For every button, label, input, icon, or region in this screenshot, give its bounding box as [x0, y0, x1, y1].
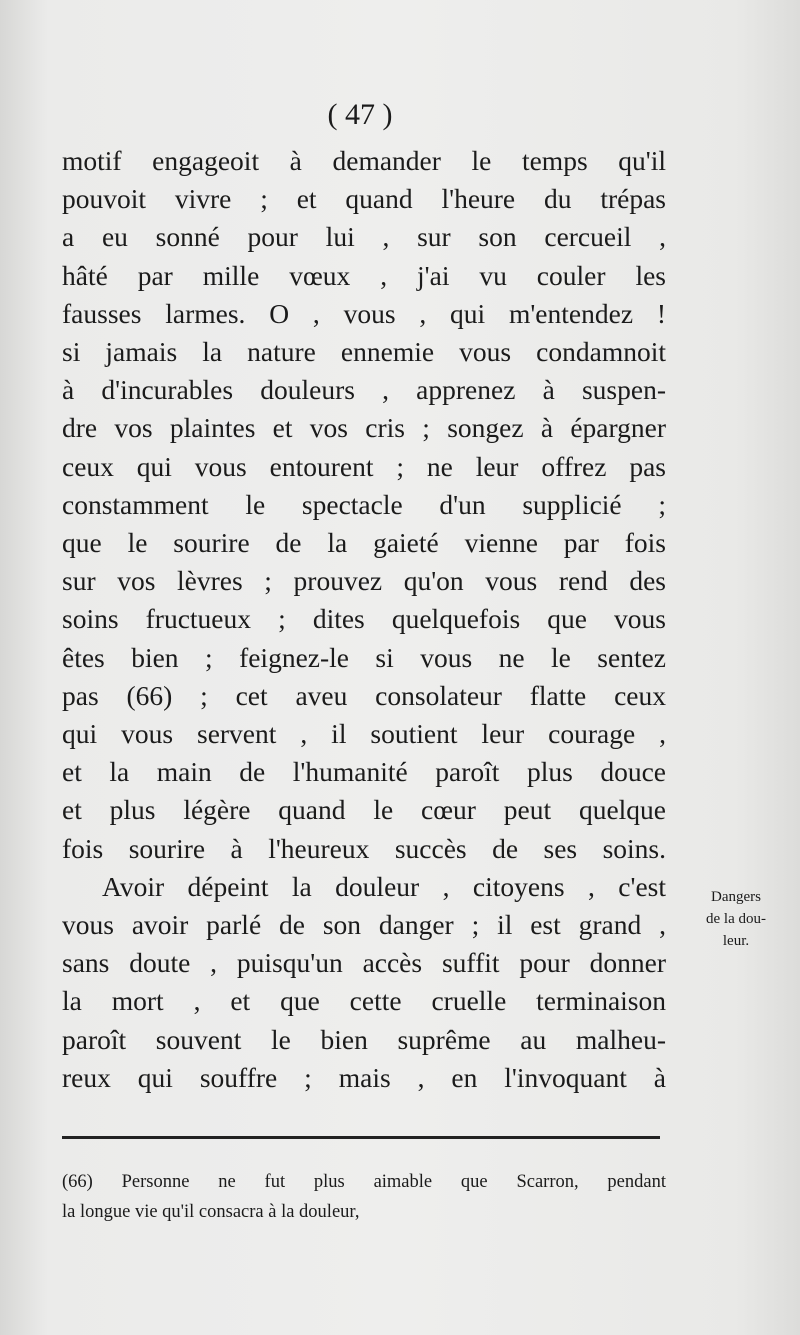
text-line: pas (66) ; cet aveu consolateur flatte ceux	[62, 679, 666, 711]
margin-note-line: de la dou-	[706, 911, 766, 927]
text-line: dre vos plaintes et vos cris ; songez à épargner	[62, 412, 666, 444]
text-line: fausses larmes. O , vous , qui m'entendez !	[62, 297, 666, 329]
text-line: fois sourire à l'heureux succès de ses soins.	[62, 832, 666, 864]
footnote-rule	[62, 1136, 660, 1139]
text-line: soins fructueux ; dites quelquefois que vous	[62, 603, 666, 635]
text-line: paroît souvent le bien suprême au malheu-	[62, 1023, 666, 1055]
text-line: à d'incurables douleurs , apprenez à suspen-	[62, 374, 666, 406]
margin-note	[677, 886, 795, 952]
text-line: reux qui souffre ; mais , en l'invoquant à	[62, 1061, 666, 1093]
text-line: constamment le spectacle d'un supplicié ;	[62, 488, 666, 520]
margin-note-line: Dangers	[711, 889, 761, 905]
text-line: ceux qui vous entourent ; ne leur offrez pas	[62, 450, 666, 482]
text-line: êtes bien ; feignez-le si vous ne le sentez	[62, 641, 666, 673]
text-line: et plus légère quand le cœur peut quelque	[62, 794, 666, 826]
text-line: la mort , et que cette cruelle terminaison	[62, 985, 666, 1017]
text-line: motif engageoit à demander le temps qu'il	[62, 145, 666, 176]
text-line: a eu sonné pour lui , sur son cercueil ,	[62, 221, 666, 253]
text-line: sur vos lèvres ; prouvez qu'on vous rend des	[62, 565, 666, 597]
text-line: qui vous servent , il soutient leur courage ,	[62, 718, 666, 750]
body-text	[62, 142, 666, 1097]
text-line: vous avoir parlé de son danger ; il est grand ,	[62, 909, 666, 941]
margin-note-line: leur.	[722, 933, 750, 949]
text-line: si jamais la nature ennemie vous condamnoit	[62, 336, 666, 368]
text-line: pouvoit vivre ; et quand l'heure du trépas	[62, 183, 666, 215]
text-line: et la main de l'humanité paroît plus douce	[62, 756, 666, 788]
footnote	[62, 1167, 666, 1227]
text-line: sans doute , puisqu'un accès suffit pour donner	[62, 947, 666, 979]
footnote-line: la longue vie qu'il consacra à la douleur,	[62, 1202, 360, 1222]
text-line: hâté par mille vœux , j'ai vu couler les	[62, 259, 666, 291]
paragraph-start-line: Avoir dépeint la douleur , citoyens , c'est	[102, 870, 666, 902]
text-line: que le sourire de la gaieté vienne par fois	[62, 527, 666, 559]
page-number: ( 47 )	[327, 98, 393, 131]
footnote-line: (66) Personne ne fut plus aimable que Scarron, pendant	[62, 1172, 666, 1192]
